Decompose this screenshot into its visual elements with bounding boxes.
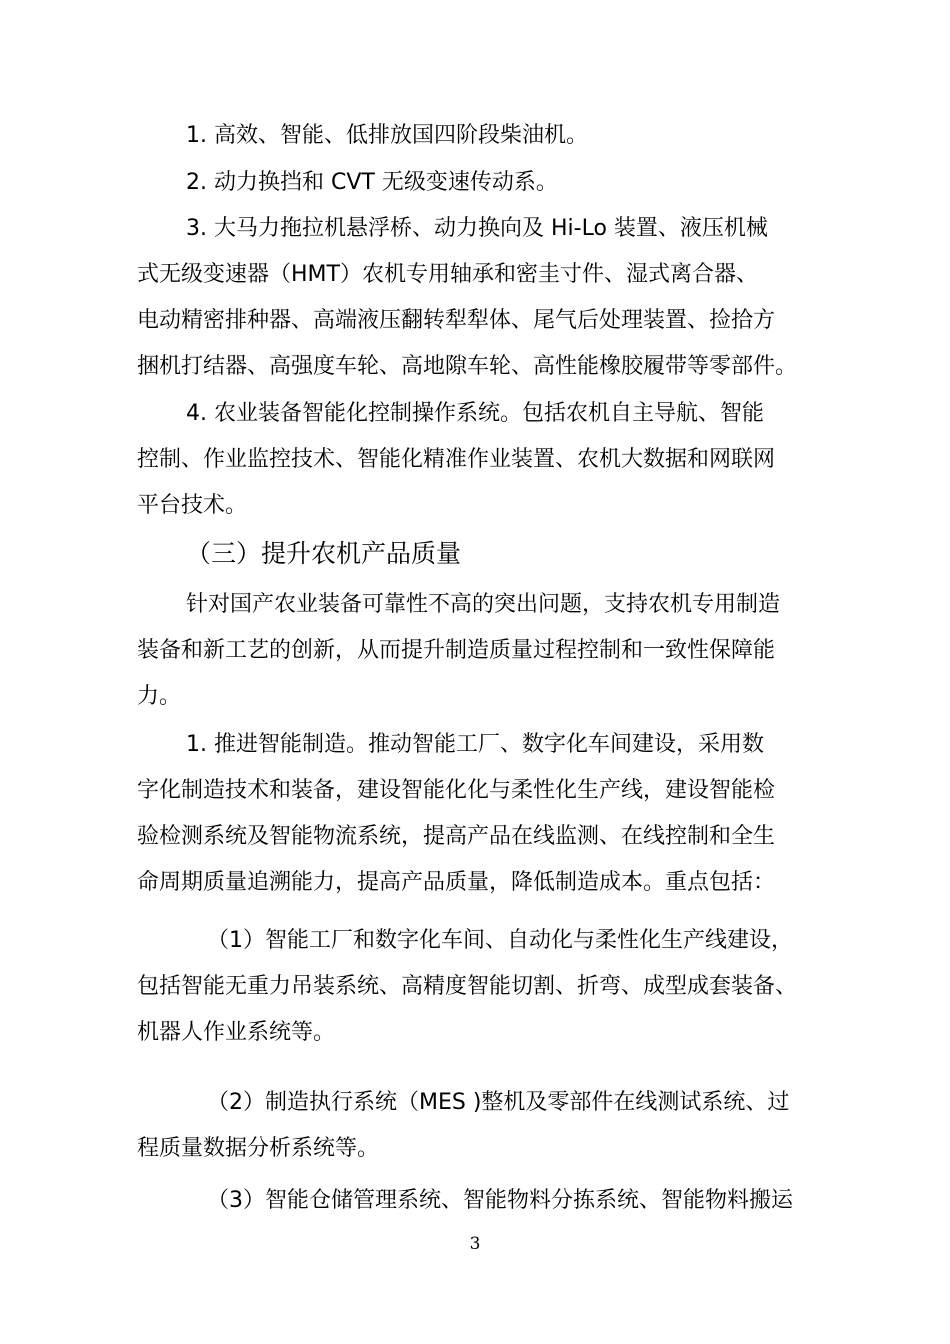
paragraph-line: 捆机打结器、高强度车轮、高地隙车轮、高性能橡胶履带等零部件。 [137, 354, 798, 379]
paragraph-line: 装备和新工艺的创新，从而提升制造质量过程控制和一致性保障能 [137, 638, 776, 663]
section-heading: （三）提升农机产品质量 [186, 539, 462, 568]
paragraph-line: 字化制造技术和装备，建设智能化化与柔性化生产线，建设智能检 [137, 778, 776, 803]
paragraph-line: 平台技术。 [137, 493, 248, 518]
list-item: （3）智能仓储管理系统、智能物料分拣系统、智能物料搬运 [207, 1188, 793, 1213]
paragraph-line: 验检测系统及智能物流系统，提高产品在线监测、在线控制和全生 [137, 824, 776, 849]
list-item: （2）制造执行系统（MES )整机及零部件在线测试系统、过 [207, 1090, 790, 1115]
paragraph-line: 包括智能无重力吊装系统、高精度智能切割、折弯、成型成套装备、 [137, 974, 798, 999]
paragraph-line: 机器人作业系统等。 [137, 1020, 336, 1045]
list-item: （1）智能工厂和数字化车间、自动化与柔性化生产线建设， [207, 928, 793, 953]
list-item: 1. 推进智能制造。推动智能工厂、数字化车间建设，采用数 [186, 732, 764, 757]
paragraph-line: 控制、作业监控技术、智能化精准作业装置、农机大数据和网联网 [137, 447, 776, 472]
paragraph-line: 命周期质量追溯能力，提高产品质量，降低制造成本。重点包括： [137, 870, 776, 895]
list-item: 3. 大马力拖拉机悬浮桥、动力换向及 Hi-Lo 装置、液压机械 [186, 216, 768, 241]
list-item: 1. 高效、智能、低排放国四阶段柴油机。 [186, 123, 588, 148]
paragraph-line: 程质量数据分析系统等。 [137, 1136, 380, 1161]
list-item: 4. 农业装备智能化控制操作系统。包括农机自主导航、智能 [186, 401, 764, 426]
paragraph-line: 电动精密排种器、高端液压翻转犁犁体、尾气后处理装置、捡拾方 [137, 308, 776, 333]
paragraph-line: 针对国产农业装备可靠性不高的突出问题，支持农机专用制造 [186, 592, 781, 617]
paragraph-line: 力。 [137, 684, 182, 709]
list-item: 2. 动力换挡和 CVT 无级变速传动系。 [186, 170, 558, 195]
page-number: 3 [469, 1234, 481, 1254]
paragraph-line: 式无级变速器（HMT）农机专用轴承和密圭寸件、湿式离合器、 [137, 262, 758, 287]
